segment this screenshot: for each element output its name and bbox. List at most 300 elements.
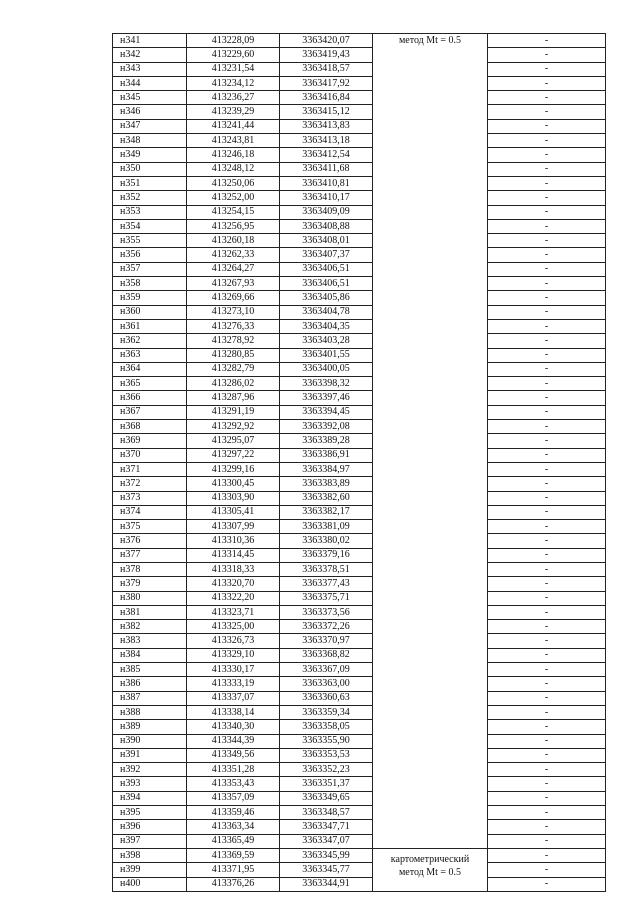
method-cell-top [373,34,488,849]
x-coordinate-cell: 413326,73 [187,634,280,648]
table-row [113,105,606,119]
y-coordinate-cell: 3363373,56 [280,605,373,619]
y-coordinate-cell: 3363360,63 [280,691,373,705]
x-coordinate-cell: 413365,49 [187,834,280,848]
x-coordinate-cell: 413322,20 [187,591,280,605]
y-coordinate-cell: 3363405,86 [280,291,373,305]
point-name-cell: н385 [113,663,187,677]
table-row [113,448,606,462]
table-row [113,420,606,434]
coordinates-table [112,33,606,892]
x-coordinate-cell: 413282,79 [187,362,280,376]
point-name-cell: н355 [113,234,187,248]
y-coordinate-cell: 3363410,81 [280,176,373,190]
table-row [113,505,606,519]
dash-cell: - [488,377,606,391]
table-row [113,377,606,391]
point-name-cell: н342 [113,48,187,62]
x-coordinate-cell: 413318,33 [187,562,280,576]
table-row [113,262,606,276]
table-row [113,677,606,691]
table-row [113,748,606,762]
dash-cell: - [488,148,606,162]
table-row [113,305,606,319]
table-row [113,119,606,133]
table-row [113,834,606,848]
table-row [113,548,606,562]
dash-cell: - [488,848,606,862]
x-coordinate-cell: 413236,27 [187,91,280,105]
y-coordinate-cell: 3363345,77 [280,863,373,877]
x-coordinate-cell: 413340,30 [187,720,280,734]
point-name-cell: н372 [113,477,187,491]
dash-cell: - [488,477,606,491]
dash-cell: - [488,405,606,419]
dash-cell: - [488,277,606,291]
dash-cell: - [488,863,606,877]
method-cell-bottom [373,848,488,891]
point-name-cell: н367 [113,405,187,419]
y-coordinate-cell: 3363370,97 [280,634,373,648]
y-coordinate-cell: 3363345,99 [280,848,373,862]
point-name-cell: н375 [113,520,187,534]
x-coordinate-cell: 413229,60 [187,48,280,62]
dash-cell: - [488,534,606,548]
table-row [113,734,606,748]
dash-cell: - [488,262,606,276]
table-row [113,334,606,348]
dash-cell: - [488,448,606,462]
x-coordinate-cell: 413303,90 [187,491,280,505]
table-row [113,248,606,262]
dash-cell: - [488,176,606,190]
x-coordinate-cell: 413276,33 [187,319,280,333]
point-name-cell: н344 [113,76,187,90]
x-coordinate-cell: 413357,09 [187,791,280,805]
table-row [113,191,606,205]
point-name-cell: н387 [113,691,187,705]
point-name-cell: н399 [113,863,187,877]
point-name-cell: н377 [113,548,187,562]
x-coordinate-cell: 413262,33 [187,248,280,262]
y-coordinate-cell: 3363378,51 [280,562,373,576]
y-coordinate-cell: 3363347,07 [280,834,373,848]
table-row [113,219,606,233]
point-name-cell: н361 [113,319,187,333]
dash-cell: - [488,620,606,634]
x-coordinate-cell: 413349,56 [187,748,280,762]
x-coordinate-cell: 413280,85 [187,348,280,362]
y-coordinate-cell: 3363413,18 [280,134,373,148]
dash-cell: - [488,548,606,562]
y-coordinate-cell: 3363417,92 [280,76,373,90]
y-coordinate-cell: 3363368,82 [280,648,373,662]
dash-cell: - [488,791,606,805]
point-name-cell: н363 [113,348,187,362]
y-coordinate-cell: 3363412,54 [280,148,373,162]
x-coordinate-cell: 413254,15 [187,205,280,219]
point-name-cell: н380 [113,591,187,605]
dash-cell: - [488,420,606,434]
x-coordinate-cell: 413269,66 [187,291,280,305]
dash-cell: - [488,505,606,519]
dash-cell: - [488,205,606,219]
table-row [113,620,606,634]
y-coordinate-cell: 3363418,57 [280,62,373,76]
dash-cell: - [488,434,606,448]
table-row [113,520,606,534]
dash-cell: - [488,191,606,205]
table-row [113,434,606,448]
dash-cell: - [488,234,606,248]
x-coordinate-cell: 413250,06 [187,176,280,190]
point-name-cell: н389 [113,720,187,734]
x-coordinate-cell: 413353,43 [187,777,280,791]
table-row [113,48,606,62]
dash-cell: - [488,62,606,76]
x-coordinate-cell: 413239,29 [187,105,280,119]
dash-cell: - [488,91,606,105]
dash-cell: - [488,134,606,148]
dash-cell: - [488,705,606,719]
point-name-cell: н346 [113,105,187,119]
x-coordinate-cell: 413325,00 [187,620,280,634]
point-name-cell: н369 [113,434,187,448]
y-coordinate-cell: 3363386,91 [280,448,373,462]
dash-cell: - [488,720,606,734]
x-coordinate-cell: 413323,71 [187,605,280,619]
y-coordinate-cell: 3363351,37 [280,777,373,791]
x-coordinate-cell: 413273,10 [187,305,280,319]
x-coordinate-cell: 413241,44 [187,119,280,133]
point-name-cell: н357 [113,262,187,276]
y-coordinate-cell: 3363358,05 [280,720,373,734]
y-coordinate-cell: 3363372,26 [280,620,373,634]
y-coordinate-cell: 3363415,12 [280,105,373,119]
dash-cell: - [488,119,606,133]
x-coordinate-cell: 413243,81 [187,134,280,148]
dash-cell: - [488,105,606,119]
dash-cell: - [488,634,606,648]
table-row [113,205,606,219]
x-coordinate-cell: 413248,12 [187,162,280,176]
table-row [113,691,606,705]
table-row [113,477,606,491]
x-coordinate-cell: 413295,07 [187,434,280,448]
y-coordinate-cell: 3363347,71 [280,820,373,834]
table-row [113,705,606,719]
table-row [113,577,606,591]
table-row [113,91,606,105]
table-row [113,806,606,820]
point-name-cell: н390 [113,734,187,748]
x-coordinate-cell: 413260,18 [187,234,280,248]
table-row [113,763,606,777]
dash-cell: - [488,334,606,348]
table-row [113,162,606,176]
table-row [113,291,606,305]
point-name-cell: н393 [113,777,187,791]
table-row [113,848,606,862]
point-name-cell: н373 [113,491,187,505]
table-row [113,234,606,248]
point-name-cell: н364 [113,362,187,376]
dash-cell: - [488,577,606,591]
dash-cell: - [488,391,606,405]
dash-cell: - [488,677,606,691]
y-coordinate-cell: 3363406,51 [280,277,373,291]
table-row [113,491,606,505]
y-coordinate-cell: 3363401,55 [280,348,373,362]
x-coordinate-cell: 413333,19 [187,677,280,691]
y-coordinate-cell: 3363383,89 [280,477,373,491]
y-coordinate-cell: 3363379,16 [280,548,373,562]
y-coordinate-cell: 3363348,57 [280,806,373,820]
x-coordinate-cell: 413299,16 [187,462,280,476]
point-name-cell: н374 [113,505,187,519]
y-coordinate-cell: 3363352,23 [280,763,373,777]
point-name-cell: н379 [113,577,187,591]
table-row [113,863,606,877]
point-name-cell: н350 [113,162,187,176]
table-row [113,534,606,548]
point-name-cell: н349 [113,148,187,162]
table-row [113,777,606,791]
dash-cell: - [488,777,606,791]
x-coordinate-cell: 413307,99 [187,520,280,534]
y-coordinate-cell: 3363389,28 [280,434,373,448]
point-name-cell: н345 [113,91,187,105]
y-coordinate-cell: 3363355,90 [280,734,373,748]
point-name-cell: н384 [113,648,187,662]
point-name-cell: н376 [113,534,187,548]
point-name-cell: н341 [113,34,187,48]
y-coordinate-cell: 3363397,46 [280,391,373,405]
point-name-cell: н382 [113,620,187,634]
dash-cell: - [488,663,606,677]
y-coordinate-cell: 3363367,09 [280,663,373,677]
dash-cell: - [488,34,606,48]
table-row [113,277,606,291]
y-coordinate-cell: 3363363,00 [280,677,373,691]
x-coordinate-cell: 413278,92 [187,334,280,348]
x-coordinate-cell: 413310,36 [187,534,280,548]
table-row [113,405,606,419]
table-row [113,791,606,805]
point-name-cell: н362 [113,334,187,348]
x-coordinate-cell: 413305,41 [187,505,280,519]
point-name-cell: н400 [113,877,187,891]
dash-cell: - [488,734,606,748]
point-name-cell: н368 [113,420,187,434]
table-row [113,663,606,677]
point-name-cell: н347 [113,119,187,133]
point-name-cell: н365 [113,377,187,391]
table-row [113,562,606,576]
x-coordinate-cell: 413338,14 [187,705,280,719]
x-coordinate-cell: 413297,22 [187,448,280,462]
table-row [113,648,606,662]
x-coordinate-cell: 413376,26 [187,877,280,891]
table-row [113,134,606,148]
dash-cell: - [488,48,606,62]
dash-cell: - [488,820,606,834]
point-name-cell: н398 [113,848,187,862]
x-coordinate-cell: 413359,46 [187,806,280,820]
table-row [113,176,606,190]
point-name-cell: н383 [113,634,187,648]
table-row [113,34,606,48]
table-row [113,148,606,162]
dash-cell: - [488,291,606,305]
point-name-cell: н392 [113,763,187,777]
point-name-cell: н394 [113,791,187,805]
point-name-cell: н358 [113,277,187,291]
y-coordinate-cell: 3363411,68 [280,162,373,176]
y-coordinate-cell: 3363408,88 [280,219,373,233]
dash-cell: - [488,76,606,90]
y-coordinate-cell: 3363382,60 [280,491,373,505]
table-row [113,362,606,376]
point-name-cell: н348 [113,134,187,148]
table-row [113,591,606,605]
dash-cell: - [488,248,606,262]
point-name-cell: н395 [113,806,187,820]
dash-cell: - [488,162,606,176]
point-name-cell: н388 [113,705,187,719]
table-row [113,391,606,405]
x-coordinate-cell: 413320,70 [187,577,280,591]
x-coordinate-cell: 413329,10 [187,648,280,662]
dash-cell: - [488,877,606,891]
table-row [113,820,606,834]
table-row [113,348,606,362]
point-name-cell: н354 [113,219,187,233]
dash-cell: - [488,763,606,777]
x-coordinate-cell: 413363,34 [187,820,280,834]
point-name-cell: н366 [113,391,187,405]
y-coordinate-cell: 3363375,71 [280,591,373,605]
x-coordinate-cell: 413330,17 [187,663,280,677]
y-coordinate-cell: 3363404,35 [280,319,373,333]
x-coordinate-cell: 413337,07 [187,691,280,705]
y-coordinate-cell: 3363403,28 [280,334,373,348]
dash-cell: - [488,305,606,319]
dash-cell: - [488,691,606,705]
dash-cell: - [488,591,606,605]
y-coordinate-cell: 3363419,43 [280,48,373,62]
x-coordinate-cell: 413231,54 [187,62,280,76]
point-name-cell: н356 [113,248,187,262]
y-coordinate-cell: 3363420,07 [280,34,373,48]
y-coordinate-cell: 3363416,84 [280,91,373,105]
dash-cell: - [488,562,606,576]
x-coordinate-cell: 413292,92 [187,420,280,434]
table-row [113,76,606,90]
x-coordinate-cell: 413314,45 [187,548,280,562]
dash-cell: - [488,491,606,505]
dash-cell: - [488,319,606,333]
x-coordinate-cell: 413287,96 [187,391,280,405]
y-coordinate-cell: 3363408,01 [280,234,373,248]
point-name-cell: н386 [113,677,187,691]
point-name-cell: н370 [113,448,187,462]
x-coordinate-cell: 413252,00 [187,191,280,205]
x-coordinate-cell: 413246,18 [187,148,280,162]
table-row [113,634,606,648]
table-row [113,62,606,76]
table-row [113,720,606,734]
y-coordinate-cell: 3363353,53 [280,748,373,762]
coordinates-table-body [113,34,606,892]
dash-cell: - [488,648,606,662]
x-coordinate-cell: 413267,93 [187,277,280,291]
y-coordinate-cell: 3363398,32 [280,377,373,391]
x-coordinate-cell: 413234,12 [187,76,280,90]
y-coordinate-cell: 3363349,65 [280,791,373,805]
table-row [113,319,606,333]
dash-cell: - [488,348,606,362]
y-coordinate-cell: 3363413,83 [280,119,373,133]
dash-cell: - [488,834,606,848]
x-coordinate-cell: 413371,95 [187,863,280,877]
y-coordinate-cell: 3363381,09 [280,520,373,534]
y-coordinate-cell: 3363409,09 [280,205,373,219]
point-name-cell: н371 [113,462,187,476]
y-coordinate-cell: 3363404,78 [280,305,373,319]
point-name-cell: н359 [113,291,187,305]
y-coordinate-cell: 3363359,34 [280,705,373,719]
table-row [113,462,606,476]
y-coordinate-cell: 3363410,17 [280,191,373,205]
x-coordinate-cell: 413344,39 [187,734,280,748]
point-name-cell: н396 [113,820,187,834]
point-name-cell: н397 [113,834,187,848]
y-coordinate-cell: 3363377,43 [280,577,373,591]
dash-cell: - [488,748,606,762]
y-coordinate-cell: 3363407,37 [280,248,373,262]
x-coordinate-cell: 413256,95 [187,219,280,233]
point-name-cell: н360 [113,305,187,319]
dash-cell: - [488,520,606,534]
y-coordinate-cell: 3363344,91 [280,877,373,891]
y-coordinate-cell: 3363382,17 [280,505,373,519]
x-coordinate-cell: 413228,09 [187,34,280,48]
dash-cell: - [488,462,606,476]
x-coordinate-cell: 413291,19 [187,405,280,419]
point-name-cell: н352 [113,191,187,205]
y-coordinate-cell: 3363384,97 [280,462,373,476]
x-coordinate-cell: 413351,28 [187,763,280,777]
point-name-cell: н391 [113,748,187,762]
point-name-cell: н353 [113,205,187,219]
y-coordinate-cell: 3363394,45 [280,405,373,419]
point-name-cell: н343 [113,62,187,76]
dash-cell: - [488,806,606,820]
point-name-cell: н351 [113,176,187,190]
point-name-cell: н378 [113,562,187,576]
y-coordinate-cell: 3363380,02 [280,534,373,548]
point-name-cell: н381 [113,605,187,619]
x-coordinate-cell: 413369,59 [187,848,280,862]
y-coordinate-cell: 3363400,05 [280,362,373,376]
method-label-line2: метод Mt = 0.5 [398,866,462,878]
y-coordinate-cell: 3363392,08 [280,420,373,434]
table-row [113,605,606,619]
x-coordinate-cell: 413286,02 [187,377,280,391]
dash-cell: - [488,605,606,619]
dash-cell: - [488,362,606,376]
